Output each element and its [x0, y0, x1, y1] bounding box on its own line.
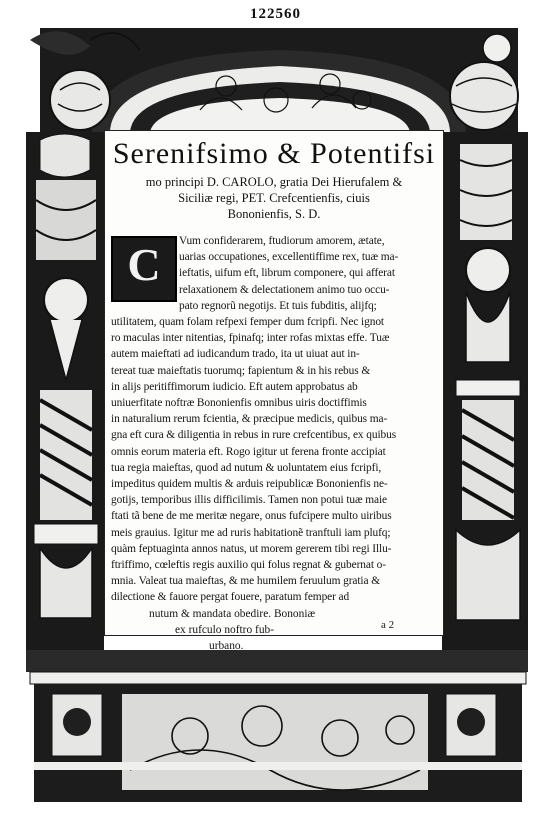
title-line-4: Bononienfis, S. D.: [227, 207, 321, 221]
signature-mark: a 2: [381, 619, 395, 631]
body-line: uarias occupationes, excellentiffime rex, tuæ ma-: [179, 251, 399, 264]
body-line: uniuerfitate noftræ Bononienfis omnibus uiris doctiffimis: [111, 397, 367, 409]
body-line: dilectione & fauore pergat fouere, paratum femper ad: [111, 591, 350, 604]
text-panel: [104, 130, 444, 652]
shelfmark-number: 122560: [250, 6, 301, 22]
colophon-line: urbano.: [209, 640, 244, 652]
body-line: ftriffimo, cœleftis regis auxilio qui folus regnat & gubernat o-: [111, 559, 386, 571]
bottom-base-ornament: [26, 650, 528, 802]
body-line: Vum confiderarem, ftudiorum amorem, ætate,: [179, 235, 385, 247]
top-arch-ornament: [30, 28, 518, 132]
body-line: ro maculas inter nitentias, fpinafq; inter rofas mixtas effe. Tuæ: [111, 332, 390, 345]
body-line: ieftatis, uifum eft, librum componere, qui afferat: [179, 267, 395, 280]
right-column-ornament: [442, 132, 528, 652]
left-column-ornament: [26, 132, 104, 652]
title-line-2: mo principi D. CAROLO, gratia Dei Hierufalem &: [145, 175, 403, 189]
colophon-line: ex rufculo noftro fub-: [175, 623, 275, 636]
body-line: impeditus quidem multis & arduis reipublicæ Bononienfis ne-: [111, 478, 388, 490]
title-line-3: Siciliæ regi, PET. Crefcentienfis, ciuis: [178, 191, 370, 205]
body-line: quàm feptuaginta annos natus, ut morem gererem tibi regi Illu-: [111, 542, 392, 555]
decorated-initial: [111, 236, 177, 302]
body-line: relaxationem & delectationem animo tuo occu-: [179, 283, 390, 296]
body-line: meis grauius. Igitur me ad ruris habitationẽ tranftuli iam plufq;: [111, 526, 391, 539]
body-line: in alijs peritiffimorum iudicio. Eft autem approbatus ab: [111, 380, 358, 393]
body-line: tereat tuæ maieftatis tuorumq; fapientum & in his rebus &: [111, 364, 371, 377]
body-line: ftati tã bene de me meritæ negare, onus fufcipere multo uiribus: [111, 510, 392, 523]
body-line: omnis eorum materia eft. Rogo igitur ut ferena fronte accipiat: [111, 445, 386, 458]
body-line: pato regnorũ negotijs. Et tuis fubditis, alijfq;: [179, 299, 377, 312]
title-line-1: Serenifsimo & Potentifsi: [112, 137, 436, 170]
body-line: tua regia maieftas, quod ad nutum & uoluntatem eius fcripfi,: [111, 461, 382, 474]
body-line: gotijs, temporibus illis difficilimis. Tamen non potui tuæ maie: [111, 494, 387, 507]
colophon-line: nutum & mandata obedire. Bononiæ: [149, 607, 316, 620]
body-line: in naturalium rerum fcientia, & præcipue medicis, quibus ma-: [111, 413, 388, 426]
body-line: gna eft cura & diligentia in rebus in rure crefcentibus, ex quibus: [111, 429, 397, 442]
body-line: autem maieftati ad iudicandum trado, ita ut uiuat aut in-: [111, 348, 360, 361]
initial-letter: C: [127, 239, 161, 290]
body-line: utilitatem, quam folam refpexi femper dum fcripfi. Nec ignot: [111, 316, 384, 328]
body-line: mnia. Valeat tua maieftas, & me humilem feruulum gratia &: [111, 575, 380, 588]
